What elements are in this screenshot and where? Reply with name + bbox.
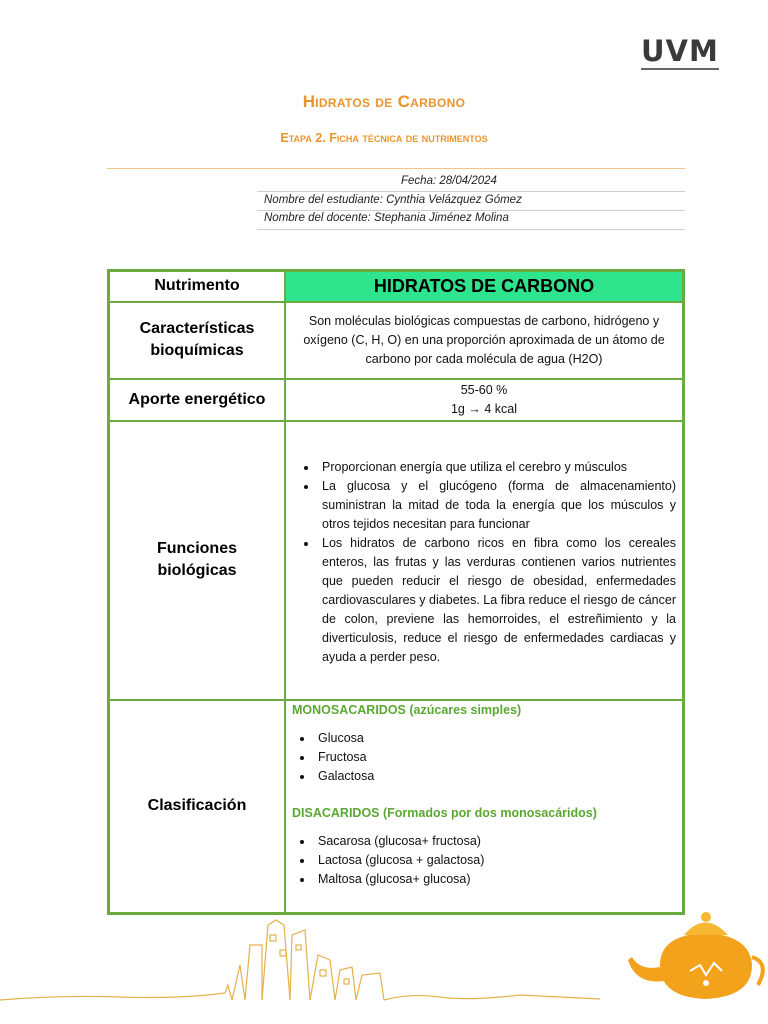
meta-divider bbox=[257, 191, 685, 192]
nutrient-name: HIDRATOS DE CARBONO bbox=[285, 271, 684, 302]
di-title: DISACARIDOS (Formados por dos monosacáridos) bbox=[292, 805, 597, 820]
document-title: Hidratos de Carbono bbox=[302, 92, 466, 111]
title-divider bbox=[107, 168, 685, 169]
list-item: • Proporcionan energía que utiliza el cerebro y músculos bbox=[318, 458, 676, 477]
table-row bbox=[109, 271, 684, 302]
nutrient-table bbox=[107, 269, 685, 915]
list-item: • Maltosa (glucosa+ glucosa) bbox=[314, 870, 678, 889]
classification-value bbox=[285, 700, 684, 914]
footer-decoration bbox=[0, 905, 768, 1024]
biochem-value: Son moléculas biológicas compuestas de carbono, hidrógeno y oxígeno (C, H, O) en una proporción aproximada de un átomo de carbono por cada molécula de agua (H2O) bbox=[285, 302, 684, 379]
mono-title: MONOSACARIDOS (azúcares simples) bbox=[292, 702, 522, 717]
mono-list bbox=[286, 729, 678, 786]
date-field: Fecha: 28/04/2024 bbox=[401, 175, 497, 187]
city-skyline-illustration bbox=[0, 920, 600, 1000]
logo-text: UVM bbox=[641, 34, 719, 68]
functions-label bbox=[109, 421, 286, 700]
document-subtitle: Etapa 2. Ficha técnica de nutrimentos bbox=[280, 131, 488, 145]
table-row bbox=[109, 302, 684, 379]
energy-value bbox=[285, 379, 684, 421]
list-item: • Lactosa (glucosa + galactosa) bbox=[314, 851, 678, 870]
energy-label: Aporte energético bbox=[109, 379, 286, 421]
energy-conversion-post: 4 kcal bbox=[480, 401, 518, 416]
student-field: Nombre del estudiante: Cynthia Velázquez Gómez bbox=[264, 194, 522, 206]
teacher-field: Nombre del docente: Stephania Jiménez Molina bbox=[264, 212, 509, 224]
nutrient-label: Nutrimento bbox=[109, 271, 286, 302]
table-row bbox=[109, 700, 684, 914]
list-item: • Glucosa bbox=[314, 729, 678, 748]
list-item: • Sacarosa (glucosa+ fructosa) bbox=[314, 832, 678, 851]
functions-value bbox=[285, 421, 684, 700]
teapot-icon bbox=[628, 912, 763, 999]
uvm-logo bbox=[641, 36, 721, 72]
table-row bbox=[109, 421, 684, 700]
list-item: • La glucosa y el glucógeno (forma de almacenamiento) suministran la mitad de toda la energía que los músculos y otros tejidos necesitan para funcionar bbox=[318, 477, 676, 534]
meta-divider bbox=[257, 229, 685, 230]
biochem-label bbox=[109, 302, 286, 379]
functions-label-text: Funciones biológicas bbox=[156, 540, 237, 579]
di-list bbox=[286, 832, 678, 889]
list-item: • Los hidratos de carbono ricos en fibra como los cereales enteros, las frutas y las verduras contienen varios nutrientes que pueden reducir el riesgo de obesidad, enfermedades cardiovasculares y diabetes. La fibra reduce el riesgo de cáncer de colon, previene las hemorroides, el estreñimiento y la diverticulosis, reduce el riesgo de enfermedades cardiacas y ayuda a perder peso. bbox=[318, 534, 676, 667]
list-item: • Fructosa bbox=[314, 748, 678, 767]
logo-subtext-graphic bbox=[641, 67, 721, 71]
energy-percent: 55-60 % bbox=[460, 382, 508, 397]
energy-conversion-pre: 1g bbox=[450, 401, 469, 416]
list-item: • Galactosa bbox=[314, 767, 678, 786]
table-row bbox=[109, 379, 684, 421]
functions-list bbox=[290, 458, 676, 667]
arrow-right-icon: → bbox=[468, 401, 481, 416]
classification-label: Clasificación bbox=[109, 700, 286, 914]
logo-subtext bbox=[641, 67, 721, 72]
biochem-label-text: Características bioquímicas bbox=[139, 320, 255, 359]
meta-divider bbox=[257, 210, 685, 211]
energy-conversion bbox=[286, 400, 682, 419]
